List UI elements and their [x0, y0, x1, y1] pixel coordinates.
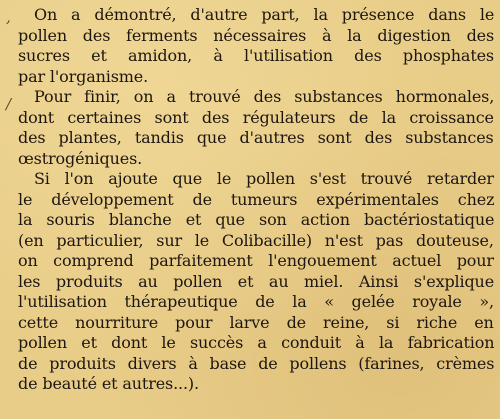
text-line: dont certaines sont des régulateurs de la croissance: [18, 107, 494, 127]
text-line: sucres et amidon, à l'utilisation des phosphates: [18, 46, 494, 65]
body-text: [18, 5, 494, 395]
text-line: Pour finir, on a trouvé des substances hormonales,: [34, 87, 495, 106]
margin-mark: ,: [6, 8, 11, 26]
text-line: pollen et dont le succès a conduit à la fabrication: [18, 333, 495, 352]
paragraph-conclusion: [18, 169, 494, 395]
text-line: Si l'on ajoute que le pollen s'est trouvé retarder: [34, 169, 494, 188]
text-line: (en particulier, sur le Colibacille) n'est pas douteuse,: [18, 230, 494, 250]
text-line: œstrogéniques.: [18, 148, 143, 168]
paragraph-enzymes: [18, 5, 494, 87]
text-line: le développement de tumeurs expérimentales chez: [18, 189, 495, 209]
paragraph-hormones: [18, 87, 494, 169]
text-line: de produits divers à base de pollens (farines, crèmes: [18, 353, 495, 373]
text-line: des plantes, tandis que d'autres sont des substances: [18, 128, 494, 147]
text-line: par l'organisme.: [18, 66, 149, 86]
text-line: l'utilisation thérapeutique de la « gelée royale »,: [18, 292, 494, 311]
text-line: de beauté et autres...).: [18, 374, 199, 393]
text-line: on comprend parfaitement l'engouement actuel pour: [18, 251, 494, 270]
text-line: les produits au pollen et au miel. Ainsi s'explique: [18, 271, 495, 291]
text-line: cette nourriture pour larve de reine, si riche en: [18, 312, 494, 332]
text-line: On a démontré, d'autre part, la présence dans le: [34, 5, 495, 24]
text-line: pollen des ferments nécessaires à la digestion des: [18, 25, 495, 45]
margin-mark: /: [6, 95, 12, 113]
text-line: la souris blanche et que son action bactériostatique: [18, 210, 495, 229]
